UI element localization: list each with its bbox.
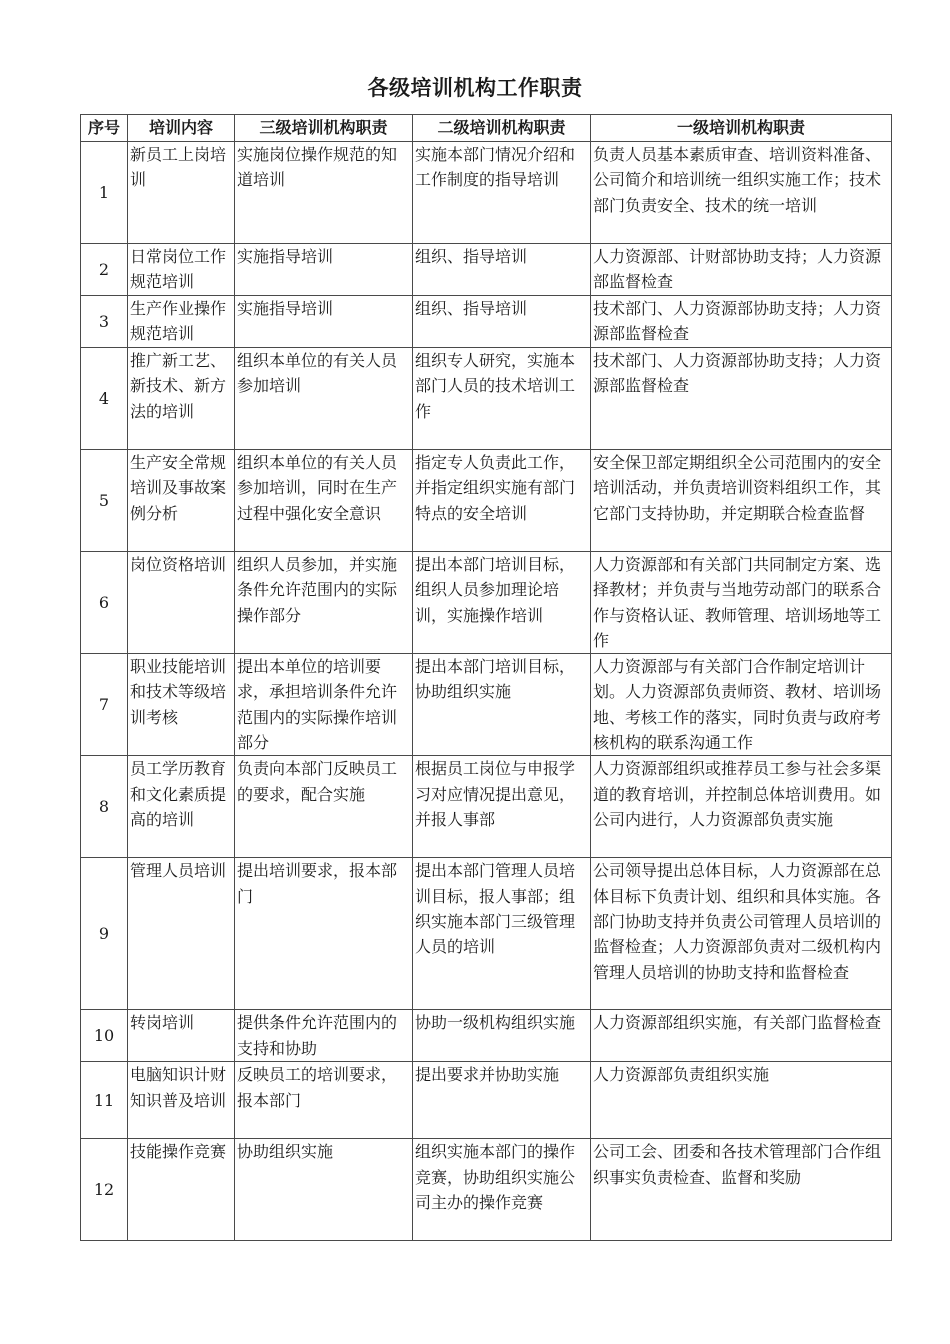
training-content-cell: 转岗培训 (128, 1010, 235, 1062)
training-content-cell: 管理人员培训 (128, 858, 235, 1010)
table-row (81, 244, 892, 296)
level1-duty-cell: 技术部门、人力资源部协助支持；人力资源部监督检查 (591, 296, 892, 348)
table-row (81, 296, 892, 348)
row-number: 9 (81, 858, 128, 1010)
row-number: 6 (81, 552, 128, 654)
training-content-cell: 职业技能培训和技术等级培训考核 (128, 654, 235, 756)
level3-duty-cell: 负责向本部门反映员工的要求，配合实施 (235, 756, 413, 858)
training-content-cell: 员工学历教育和文化素质提高的培训 (128, 756, 235, 858)
table-row (81, 348, 892, 450)
level3-duty-cell: 实施岗位操作规范的知道培训 (235, 142, 413, 244)
level3-duty-cell: 提供条件允许范围内的支持和协助 (235, 1010, 413, 1062)
level3-duty-cell: 组织人员参加，并实施条件允许范围内的实际操作部分 (235, 552, 413, 654)
level3-duty-cell: 组织本单位的有关人员参加培训，同时在生产过程中强化安全意识 (235, 450, 413, 552)
row-number: 3 (81, 296, 128, 348)
table-row (81, 450, 892, 552)
level1-duty-cell: 人力资源部负责组织实施 (591, 1062, 892, 1139)
row-number: 11 (81, 1062, 128, 1139)
level1-duty-cell: 人力资源部和有关部门共同制定方案、选择教材；并负责与当地劳动部门的联系合作与资格认证、教师管理、培训场地等工作 (591, 552, 892, 654)
table-header-row (81, 115, 892, 142)
level3-duty-cell: 实施指导培训 (235, 296, 413, 348)
level2-duty-cell: 提出要求并协助实施 (413, 1062, 591, 1139)
level2-duty-cell: 组织专人研究，实施本部门人员的技术培训工作 (413, 348, 591, 450)
level2-duty-cell: 实施本部门情况介绍和工作制度的指导培训 (413, 142, 591, 244)
table-row (81, 1062, 892, 1139)
header-level3: 三级培训机构职责 (235, 115, 413, 142)
level2-duty-cell: 协助一级机构组织实施 (413, 1010, 591, 1062)
level1-duty-cell: 公司领导提出总体目标，人力资源部在总体目标下负责计划、组织和具体实施。各部门协助支持并负责公司管理人员培训的监督检查；人力资源部负责对二级机构内管理人员培训的协助支持和监督检查 (591, 858, 892, 1010)
level1-duty-cell: 人力资源部组织或推荐员工参与社会多渠道的教育培训，并控制总体培训费用。如公司内进行，人力资源部负责实施 (591, 756, 892, 858)
level3-duty-cell: 提出培训要求，报本部门 (235, 858, 413, 1010)
level2-duty-cell: 根据员工岗位与申报学习对应情况提出意见，并报人事部 (413, 756, 591, 858)
row-number: 7 (81, 654, 128, 756)
level2-duty-cell: 组织、指导培训 (413, 244, 591, 296)
level3-duty-cell: 实施指导培训 (235, 244, 413, 296)
level1-duty-cell: 人力资源部组织实施，有关部门监督检查 (591, 1010, 892, 1062)
training-content-cell: 技能操作竞赛 (128, 1139, 235, 1241)
page-title: 各级培训机构工作职责 (367, 76, 583, 100)
training-content-cell: 生产作业操作规范培训 (128, 296, 235, 348)
table-row (81, 858, 892, 1010)
level1-duty-cell: 安全保卫部定期组织全公司范围内的安全培训活动，并负责培训资料组织工作，其它部门支持协助，并定期联合检查监督 (591, 450, 892, 552)
training-content-cell: 新员工上岗培训 (128, 142, 235, 244)
table-row (81, 654, 892, 756)
level1-duty-cell: 人力资源部、计财部协助支持；人力资源部监督检查 (591, 244, 892, 296)
level2-duty-cell: 组织、指导培训 (413, 296, 591, 348)
training-content-cell: 岗位资格培训 (128, 552, 235, 654)
row-number: 5 (81, 450, 128, 552)
table-row (81, 1139, 892, 1241)
training-content-cell: 生产安全常规培训及事故案例分析 (128, 450, 235, 552)
header-level2: 二级培训机构职责 (413, 115, 591, 142)
level1-duty-cell: 公司工会、团委和各技术管理部门合作组织事实负责检查、监督和奖励 (591, 1139, 892, 1241)
level2-duty-cell: 指定专人负责此工作，并指定组织实施有部门特点的安全培训 (413, 450, 591, 552)
row-number: 2 (81, 244, 128, 296)
table-row (81, 552, 892, 654)
header-content: 培训内容 (128, 115, 235, 142)
duty-table (80, 114, 892, 1241)
row-number: 10 (81, 1010, 128, 1062)
level1-duty-cell: 负责人员基本素质审查、培训资料准备、公司简介和培训统一组织实施工作；技术部门负责安全、技术的统一培训 (591, 142, 892, 244)
table-row (81, 142, 892, 244)
training-content-cell: 日常岗位工作规范培训 (128, 244, 235, 296)
row-number: 4 (81, 348, 128, 450)
level2-duty-cell: 提出本部门管理人员培训目标，报人事部；组织实施本部门三级管理人员的培训 (413, 858, 591, 1010)
level3-duty-cell: 反映员工的培训要求，报本部门 (235, 1062, 413, 1139)
header-seq: 序号 (81, 115, 128, 142)
row-number: 1 (81, 142, 128, 244)
level3-duty-cell: 组织本单位的有关人员参加培训 (235, 348, 413, 450)
training-content-cell: 电脑知识计财知识普及培训 (128, 1062, 235, 1139)
table-row (81, 1010, 892, 1062)
level1-duty-cell: 技术部门、人力资源部协助支持；人力资源部监督检查 (591, 348, 892, 450)
row-number: 8 (81, 756, 128, 858)
training-content-cell: 推广新工艺、新技术、新方法的培训 (128, 348, 235, 450)
table-row (81, 756, 892, 858)
level2-duty-cell: 提出本部门培训目标，协助组织实施 (413, 654, 591, 756)
level3-duty-cell: 提出本单位的培训要求，承担培训条件允许范围内的实际操作培训部分 (235, 654, 413, 756)
level2-duty-cell: 组织实施本部门的操作竞赛，协助组织实施公司主办的操作竞赛 (413, 1139, 591, 1241)
level1-duty-cell: 人力资源部与有关部门合作制定培训计划。人力资源部负责师资、教材、培训场地、考核工作的落实，同时负责与政府考核机构的联系沟通工作 (591, 654, 892, 756)
header-level1: 一级培训机构职责 (591, 115, 892, 142)
row-number: 12 (81, 1139, 128, 1241)
level2-duty-cell: 提出本部门培训目标，组织人员参加理论培训，实施操作培训 (413, 552, 591, 654)
level3-duty-cell: 协助组织实施 (235, 1139, 413, 1241)
